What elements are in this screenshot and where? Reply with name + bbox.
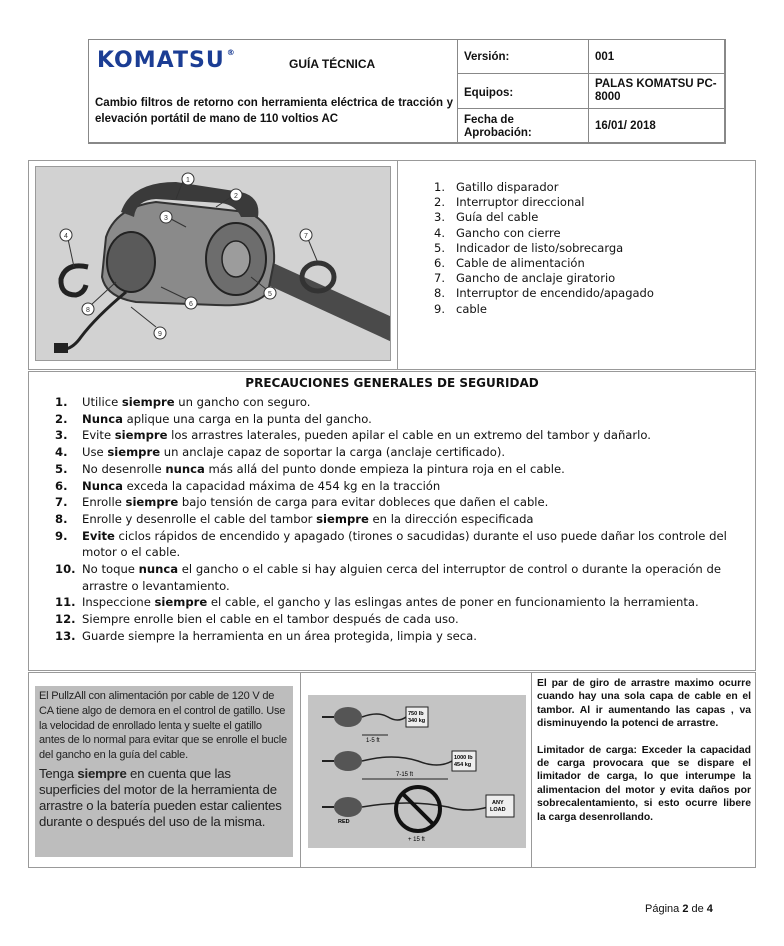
doc-type: GUÍA TÉCNICA <box>289 57 376 71</box>
part-label: Gancho de anclaje giratorio <box>456 271 616 286</box>
precaution-text: un gancho con seguro. <box>174 395 311 409</box>
any-load-l2: LOAD <box>490 807 506 813</box>
precaution-item <box>55 528 745 561</box>
part-number: 5. <box>434 240 445 255</box>
part-label: Indicador de listo/sobrecarga <box>456 240 624 255</box>
part-label: Guía del cable <box>456 210 539 225</box>
callout-5: 5 <box>268 291 272 298</box>
precaution-emphasis: Nunca <box>82 411 123 426</box>
parts-section <box>28 160 756 370</box>
part-item <box>434 271 654 286</box>
callout-2: 2 <box>234 193 238 200</box>
precaution-item <box>55 427 745 444</box>
precaution-emphasis: nunca <box>165 461 205 476</box>
load-box-1 <box>406 707 428 727</box>
part-label: Gatillo disparador <box>456 180 559 194</box>
precaution-item <box>55 511 745 528</box>
precaution-text: ciclos rápidos de encendido y apagado (tirones o sacudidas) durante el uso puede dañar los controle del motor o el cable. <box>82 528 727 560</box>
section-divider <box>300 673 301 867</box>
precaution-text: aplique una carga en la punta del gancho. <box>122 411 372 426</box>
precaution-number: 13. <box>55 628 76 643</box>
part-item <box>434 302 654 317</box>
precautions-list <box>55 394 745 645</box>
load-box-3 <box>486 795 514 817</box>
precaution-number: 7. <box>55 495 68 510</box>
precaution-text: un anclaje capaz de soportar la carga (anclaje certificado). <box>160 445 506 460</box>
precaution-emphasis: siempre <box>114 428 168 443</box>
precaution-number: 4. <box>55 445 68 460</box>
precaution-text: Enrolle <box>82 495 126 510</box>
komatsu-logo: KOMATSU ® <box>97 48 236 73</box>
precaution-item <box>55 461 745 478</box>
distance-1: 1-5 ft <box>366 738 380 744</box>
part-label: Interruptor de encendido/apagado <box>456 286 654 301</box>
callout-8: 8 <box>86 307 90 314</box>
callout-7: 7 <box>304 233 308 240</box>
precaution-number: 1. <box>55 395 68 409</box>
precaution-text: en la dirección especificada <box>368 511 534 526</box>
precaution-text: Utilice <box>82 395 122 409</box>
equipos-value: PALAS KOMATSU PC-8000 <box>595 78 717 103</box>
part-number: 4. <box>434 225 445 240</box>
part-label: Cable de alimentación <box>456 256 585 271</box>
precaution-number: 10. <box>55 562 76 577</box>
plug-shape <box>54 343 68 353</box>
distance-3: + 15 ft <box>408 837 425 843</box>
precaution-emphasis: nunca <box>138 562 179 577</box>
precaution-item <box>55 494 745 511</box>
part-number: 6. <box>434 256 445 271</box>
fecha-label-cell <box>458 109 589 143</box>
precaution-text: Siempre enrolle bien el cable en el tambor después de cada uso. <box>82 612 459 627</box>
precaution-text: Inspeccione <box>82 595 155 610</box>
precaution-text: Enrolle y desenrolle el cable del tambor <box>82 511 317 526</box>
tool-diagram-illustration <box>36 167 391 361</box>
precaution-text: exceda la capacidad máxima de 454 kg en la tracción <box>122 478 441 493</box>
precaution-number: 12. <box>55 612 76 627</box>
load-1-kg: 340 kg <box>408 718 426 724</box>
part-item <box>434 180 654 195</box>
drum-hub-shape <box>222 241 250 277</box>
callout-3: 3 <box>164 215 168 222</box>
fecha-value: 16/01/ 2018 <box>595 120 656 132</box>
part-label: cable <box>456 301 487 316</box>
version-value-cell <box>589 40 725 74</box>
tool-icon <box>334 751 362 771</box>
parts-list <box>434 180 654 317</box>
precaution-text: No toque <box>82 562 139 577</box>
load-2-kg: 454 kg <box>454 762 472 768</box>
precaution-item <box>55 478 745 495</box>
precaution-text: más allá del punto donde empieza la pintura roja en el cable. <box>204 461 565 476</box>
precaution-item <box>55 594 745 611</box>
precaution-text: el cable, el gancho y las eslingas antes de poner en funcionamiento la herramienta. <box>207 595 699 610</box>
callout-4: 4 <box>64 233 68 240</box>
part-item <box>434 210 654 225</box>
precaution-emphasis: Evite <box>82 528 115 543</box>
part-number: 9. <box>434 301 445 316</box>
precaution-emphasis: siempre <box>125 495 179 510</box>
load-box-2 <box>452 751 476 771</box>
notes-section <box>28 672 756 868</box>
precaution-item <box>55 611 745 628</box>
precaution-emphasis: siempre <box>107 445 161 460</box>
side-text <box>537 677 751 824</box>
section-divider <box>531 673 532 867</box>
precaution-text: bajo tensión de carga para evitar dobleces que dañen el cable. <box>178 495 549 510</box>
load-limiter-text: Limitador de carga: Exceder la capacidad de carga provocara que se dispare el limitador de carga, lo que interumpe la alimentacion del motor y evita daños por sobrecalentamiento, si esto ocurre libere la carga desenrollando. <box>537 744 751 823</box>
equipos-value-cell <box>589 74 725 109</box>
tool-icon <box>334 797 362 817</box>
section-divider <box>397 161 398 369</box>
precaution-text: Evite <box>82 428 115 443</box>
any-load-l1: ANY <box>492 800 504 806</box>
precaution-number: 3. <box>55 428 68 443</box>
precaution-number: 8. <box>55 511 68 526</box>
precaution-item <box>55 628 745 645</box>
red-label: RED <box>338 819 350 825</box>
header-table <box>88 39 726 144</box>
precaution-emphasis: siempre <box>316 511 369 526</box>
part-number: 2. <box>434 195 445 210</box>
pull-torque-text: El par de giro de arrastre maximo ocurre cuando hay una sola capa de cable en el tambor. Al ir aumentando las capas , va disminuyendo la potenci de arrastre. <box>537 678 751 730</box>
part-number: 7. <box>434 271 445 286</box>
precaution-emphasis: siempre <box>121 395 175 409</box>
equipos-label: Equipos: <box>464 87 514 99</box>
callout-1: 1 <box>186 177 190 184</box>
precaution-emphasis: Nunca <box>82 478 123 493</box>
precaution-text: Guarde siempre la herramienta en un área protegida, limpia y seca. <box>82 628 477 643</box>
fecha-value-cell <box>589 109 725 143</box>
precaution-number: 9. <box>55 528 68 543</box>
fecha-label: Fecha de Aprobación: <box>464 114 532 139</box>
version-label: Versión: <box>464 51 510 63</box>
tool-icon <box>334 707 362 727</box>
callout-6: 6 <box>189 301 193 308</box>
tool-diagram <box>35 166 391 361</box>
strap-shape <box>268 262 391 342</box>
precaution-number: 6. <box>55 478 68 493</box>
part-number: 3. <box>434 210 445 225</box>
left-hook-shape <box>61 266 88 295</box>
version-label-cell <box>458 40 589 74</box>
precaution-item <box>55 394 745 411</box>
precaution-number: 5. <box>55 461 68 476</box>
precaution-text: el gancho o el cable si hay alguien cerca del interruptor de control o durante la operación de arrastre o levantamiento. <box>82 562 721 593</box>
precaution-emphasis: siempre <box>154 595 208 610</box>
warning-note <box>35 686 293 857</box>
part-item <box>434 241 654 256</box>
part-item <box>434 226 654 241</box>
precaution-text: No desenrolle <box>82 461 166 476</box>
part-item <box>434 286 654 301</box>
version-value: 001 <box>595 51 615 63</box>
precaution-text: los arrastres laterales, pueden apilar el cable en un extremo del tambor y dañarlo. <box>167 428 651 443</box>
doc-description: Cambio filtros de retorno con herramienta eléctrica de tracción y elevación portátil de mano de 110 voltios AC <box>95 97 453 125</box>
part-item <box>434 195 654 210</box>
equipos-label-cell <box>458 74 589 109</box>
distance-2: 7-15 ft <box>396 772 414 778</box>
precaution-text: Use <box>82 445 108 460</box>
precaution-item <box>55 444 745 461</box>
precaution-item <box>55 411 745 428</box>
note-big-text: Tenga siempre en cuenta que las superficies del motor de la herramienta de arrastre o la batería pueden estar calientes durante o después del uso de la misma. <box>39 765 282 829</box>
note-small-text: El PullzAll con alimentación por cable de 120 V de CA tiene algo de demora en el control de gatillo. Use la velocidad de enrollado lenta y suelte el gatillo antes de lo normal para evitar que se enrolle el bucle del gancho en la guía del cable. <box>39 690 287 762</box>
part-label: Gancho con cierre <box>456 225 561 240</box>
precautions-title: PRECAUCIONES GENERALES DE SEGURIDAD <box>245 376 539 390</box>
precaution-number: 2. <box>55 411 68 426</box>
part-item <box>434 256 654 271</box>
part-number: 1. <box>434 180 445 194</box>
load-1-lb: 750 lb <box>408 711 424 717</box>
pull-capacity-figure <box>308 695 526 848</box>
page-number: Página 2 de 4 <box>645 903 713 915</box>
precaution-number: 11. <box>55 595 76 610</box>
precaution-item <box>55 561 745 594</box>
part-label: Interruptor direccional <box>456 195 585 210</box>
header-title-cell <box>89 40 458 143</box>
pull-capacity-illustration <box>308 695 526 848</box>
precautions-section <box>28 371 756 671</box>
callout-9: 9 <box>158 331 162 338</box>
load-2-lb: 1000 lb <box>454 755 473 761</box>
part-number: 8. <box>434 286 445 301</box>
